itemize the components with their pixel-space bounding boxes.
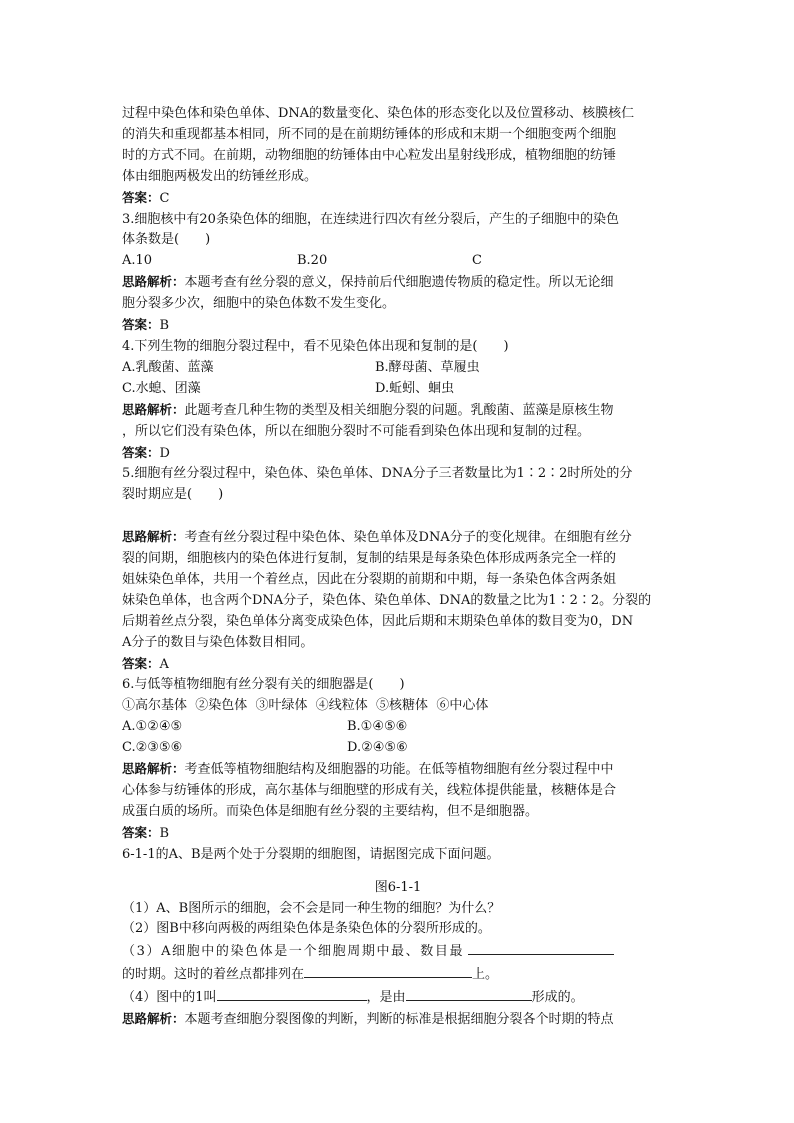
q7-sub4: （4）图中的1叫 ，是由 形成的。 (122, 986, 674, 1009)
blank-space (122, 506, 674, 527)
analysis-label: 思路解析： (122, 274, 185, 290)
answer-label: 答案： (122, 317, 160, 333)
option: D.蚯蚓、蛔虫 (375, 380, 455, 396)
q6-items: ①高尔基体 ②染色体 ③叶绿体 ④线粒体 ⑤核糖体 ⑥中心体 (122, 698, 489, 714)
option: D.②④⑤⑥ (347, 740, 408, 756)
q3-stem: 体条数是( ) (122, 232, 211, 248)
answer-blank (468, 940, 614, 955)
intro-line: 过程中染色体和染色单体、DNA的数量变化、染色体的形态变化以及位置移动、核膜核仁 (122, 106, 635, 121)
q2-answer (122, 188, 674, 210)
q4-analysis: ，所以它们没有染色体，所以在细胞分裂时不可能看到染色体出现和复制的过程。 (122, 423, 591, 439)
answer-value: B (159, 825, 170, 841)
q4-analysis: 思路解析：此题考查几种生物的类型及相关细胞分裂的问题。乳酸菌、蓝藻是原核生物 (122, 401, 614, 418)
option: A.①②④⑤ (122, 719, 183, 735)
intro-line: 的消失和重现都基本相同，所不同的是在前期纺锤体的形成和末期一个细胞变两个细胞 (122, 126, 617, 142)
q4-options (122, 358, 674, 379)
option: B.20 (297, 253, 328, 269)
q5-analysis: A分子的数目与染色体数目相同。 (122, 634, 314, 650)
intro-line: 时的方式不同。在前期，动物细胞的纺锤体由中心粒发出星射线形成，植物细胞的纺锤 (122, 147, 617, 163)
answer-blank (217, 986, 367, 1001)
q6-analysis: 成蛋白质的场所。而染色体是细胞有丝分裂的主要结构，但不是细胞器。 (122, 803, 539, 819)
option: B.①④⑤⑥ (347, 719, 408, 735)
q3-stem: 3.细胞核中有20条染色体的细胞，在连续进行四次有丝分裂后，产生的子细胞中的染色 (122, 211, 619, 227)
q5-stem: 5.细胞有丝分裂过程中，染色体、染色单体、DNA分子三者数量比为1∶2∶2时所处的分 (122, 466, 633, 482)
answer-value: D (159, 445, 170, 461)
q4-options (122, 379, 674, 400)
q3-options (122, 251, 674, 272)
answer-value: C (159, 190, 170, 206)
document-page (122, 104, 674, 1031)
q6-stem: 6.与低等植物细胞有丝分裂有关的细胞器是( ) (122, 677, 405, 693)
q4-answer (122, 443, 674, 465)
q7-sub1: （1）A、B图所示的细胞，会不会是同一种生物的细胞？为什么？ (122, 900, 501, 916)
q7-analysis: 思路解析：本题考查细胞分裂图像的判断，判断的标准是根据细胞分裂各个时期的特点 (122, 1011, 614, 1028)
q6-options (122, 738, 674, 759)
q5-analysis: 妹染色单体，也含两个DNA分子，染色体、染色单体、DNA的数量之比为1∶2∶2。分裂的 (122, 592, 652, 608)
answer-label: 答案： (122, 655, 160, 671)
option: C.②③⑤⑥ (122, 740, 183, 756)
q5-analysis: 姐妹染色单体，共用一个着丝点，因此在分裂期的前期和中期，每一条染色体含两条姐 (122, 571, 617, 587)
q7-intro: 6-1-1的A、B是两个处于分裂期的细胞图，请据图完成下面问题。 (122, 846, 500, 862)
option: C.水螅、团藻 (122, 380, 201, 396)
q5-analysis: 裂的间期，细胞核内的染色体进行复制，复制的结果是每条染色体形成两条完全一样的 (122, 551, 617, 567)
analysis-label: 思路解析： (122, 761, 185, 777)
option: A.10 (122, 253, 153, 269)
answer-value: B (159, 318, 170, 334)
q5-answer (122, 654, 674, 676)
q7-sub3: （3）A细胞中的染色体是一个细胞周期中最、数目最 (122, 940, 674, 963)
q7-sub2: （2）图B中移向两极的两组染色体是条染色体的分裂所形成的。 (122, 921, 491, 937)
q6-analysis: 心体参与纺锤体的形成，高尔基体与细胞壁的形成有关，线粒体提供能量，核糖体是合 (122, 782, 617, 798)
q3-answer (122, 315, 674, 337)
analysis-label: 思路解析： (122, 401, 185, 417)
q5-stem: 裂时期应是( ) (122, 487, 224, 503)
answer-value: A (159, 656, 169, 672)
answer-label: 答案： (122, 444, 160, 460)
answer-label: 答案： (122, 824, 160, 840)
q5-analysis: 后期着丝点分裂，染色单体分离变成染色体，因此后期和末期染色单体的数目变为0，DN (122, 613, 634, 629)
q6-analysis: 思路解析：考查低等植物细胞结构及细胞器的功能。在低等植物细胞有丝分裂过程中中 (122, 761, 614, 778)
q6-answer (122, 823, 674, 845)
q3-analysis: 思路解析：本题考查有丝分裂的意义，保持前后代细胞遗传物质的稳定性。所以无论细 (122, 274, 614, 291)
q6-options (122, 717, 674, 738)
q7-sub3-cont: 的时期。这时的着丝点都排列在 上。 (122, 963, 674, 986)
option: B.酵母菌、草履虫 (375, 359, 480, 375)
option: A.乳酸菌、蓝藻 (122, 359, 214, 375)
answer-label: 答案： (122, 189, 160, 205)
analysis-label: 思路解析： (122, 529, 185, 545)
figure-caption: 图6-1-1 (374, 879, 422, 895)
option: C (472, 253, 482, 269)
q3-analysis: 胞分裂多少次，细胞中的染色体数不发生变化。 (122, 296, 396, 312)
intro-line: 体由细胞两极发出的纺锤丝形成。 (122, 168, 318, 184)
q4-stem: 4.下列生物的细胞分裂过程中，看不见染色体出现和复制的是( ) (122, 338, 509, 354)
analysis-label: 思路解析： (122, 1011, 185, 1027)
answer-blank (304, 963, 472, 978)
answer-blank (406, 986, 532, 1001)
q5-analysis: 思路解析：考查有丝分裂过程中染色体、染色单体及DNA分子的变化规律。在细胞有丝分 (122, 529, 632, 546)
